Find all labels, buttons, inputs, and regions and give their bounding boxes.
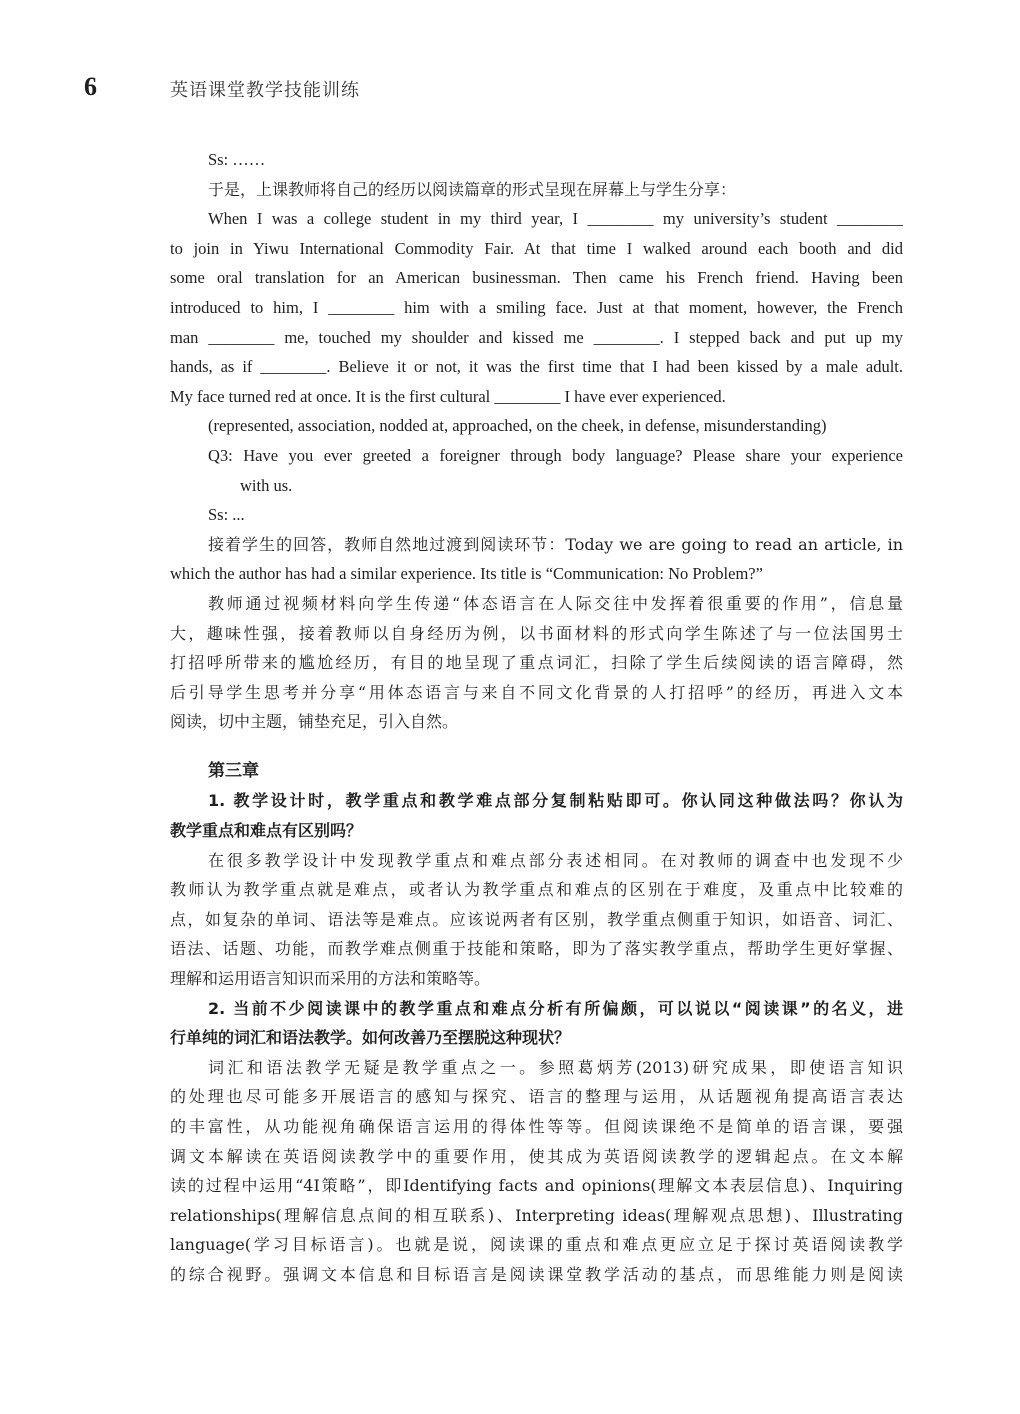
question-1	[170, 786, 903, 845]
answer-2	[170, 1053, 903, 1290]
paragraph-line: 调文本解读在英语阅读教学中的重要作用，使其成为英语阅读教学的逻辑起点。在文本解	[170, 1146, 903, 1166]
paragraph-line: 大，趣味性强，接着教师以自身经历为例，以书面材料的形式向学生陈述了与一位法国男士	[170, 623, 903, 643]
paragraph-line: 理解和运用语言知识而采用的方法和策略等。	[170, 969, 491, 989]
running-head: 英语课堂教学技能训练	[170, 80, 360, 101]
passage-line: hands, as if ________. Believe it or not, it was the first time that I had been kissed by a male adult.	[170, 357, 903, 377]
question-line: Q3: Have you ever greeted a foreigner through body language? Please share your experience	[208, 445, 903, 465]
paragraph-line: 接着学生的回答，教师自然地过渡到阅读环节：Today we are going to read an article, in	[208, 534, 903, 554]
passage-line: introduced to him, I ________ him with a smiling face. Just at that moment, however, the French	[170, 297, 903, 317]
paragraph-line: 的丰富性，从功能视角确保语言运用的得体性等等。但阅读课绝不是简单的语言课，要强	[170, 1117, 903, 1136]
question-line: with us.	[240, 475, 293, 495]
passage-line: My face turned red at once. It is the first cultural ________ I have ever experienced.	[170, 386, 726, 406]
passage-line: When I was a college student in my third year, I ________ my university’s student ________	[208, 209, 903, 229]
passage-line: man ________ me, touched my shoulder and kissed me ________. I stepped back and put up my	[170, 327, 903, 347]
passage-line: some oral translation for an American businessman. Then came his French friend. Having been	[170, 268, 903, 288]
page-number: 6	[84, 72, 97, 101]
paragraph-line: 的综合视野。强调文本信息和目标语言是阅读课堂教学活动的基点，而思维能力则是阅读	[170, 1264, 903, 1284]
question-line: 行单纯的词汇和语法教学。如何改善乃至摆脱这种现状？	[170, 1028, 571, 1048]
question-line: 2. 当前不少阅读课中的教学重点和难点分析有所偏颇，可以说以“阅读课”的名义，进	[208, 998, 903, 1018]
question-q3	[170, 441, 903, 500]
question-line: 1. 教学设计时，教学重点和教学难点部分复制粘贴即可。你认同这种做法吗？你认为	[208, 791, 903, 811]
question-line: 教学重点和难点有区别吗？	[170, 821, 363, 841]
transition-paragraph	[170, 530, 903, 589]
word-bank: (represented, association, nodded at, approached, on the cheek, in defense, misunderstanding)	[208, 416, 827, 436]
paragraph-line: 的处理也尽可能多开展语言的感知与探究、语言的整理与运用，从话题视角提高语言表达	[170, 1087, 903, 1107]
paragraph-line: 后引导学生思考并分享“用体态语言与来自不同文化背景的人打招呼”的经历，再进入文本	[170, 682, 903, 702]
paragraph-line: 于是，上课教师将自己的经历以阅读篇章的形式呈现在屏幕上与学生分享：	[208, 179, 737, 199]
paragraph-line: 阅读，切中主题，铺垫充足，引入自然。	[170, 712, 459, 732]
paragraph-line: relationships(理解信息点间的相互联系)、Interpreting ideas(理解观点思想)、Illustrating	[170, 1205, 903, 1225]
answer-1	[170, 846, 903, 994]
paragraph-line: 点，如复杂的单词、语法等是难点。应该说两者有区别，教学重点侧重于知识，如语音、词汇、	[170, 909, 903, 929]
passage-line: to join in Yiwu International Commodity Fair. At that time I walked around each booth and did	[170, 238, 903, 258]
paragraph-line: 读的过程中运用“4I策略”，即Identifying facts and opinions(理解文本表层信息)、Inquiring	[170, 1176, 903, 1196]
chapter-heading: 第三章	[208, 760, 259, 781]
paragraph-line: language(学习目标语言)。也就是说，阅读课的重点和难点更应立足于探讨英语阅读教学	[170, 1235, 903, 1255]
page-body	[170, 145, 903, 1290]
paragraph-line: which the author has had a similar experience. Its title is “Communication: No Problem?”	[170, 564, 763, 584]
paragraph-line: 在很多教学设计中发现教学重点和难点部分表述相同。在对教师的调查中也发现不少	[208, 850, 903, 870]
dialogue-line: Ss: ...	[208, 505, 245, 525]
paragraph-line: 教师认为教学重点就是难点，或者认为教学重点和难点的区别在于难度，及重点中比较难的	[170, 880, 903, 900]
paragraph-line: 语法、话题、功能，而教学难点侧重于技能和策略，即为了落实教学重点，帮助学生更好掌握、	[170, 939, 903, 959]
paragraph-line: 词汇和语法教学无疑是教学重点之一。参照葛炳芳(2013)研究成果，即使语言知识	[208, 1057, 903, 1077]
dialogue-line: Ss: ……	[208, 150, 266, 169]
commentary-paragraph	[170, 589, 903, 737]
question-2	[170, 994, 903, 1053]
paragraph-line: 打招呼所带来的尴尬经历，有目的地呈现了重点词汇，扫除了学生后续阅读的语言障碍，然	[170, 653, 903, 673]
paragraph-line: 教师通过视频材料向学生传递“体态语言在人际交往中发挥着很重要的作用”，信息量	[208, 593, 903, 613]
reading-passage	[170, 204, 903, 411]
